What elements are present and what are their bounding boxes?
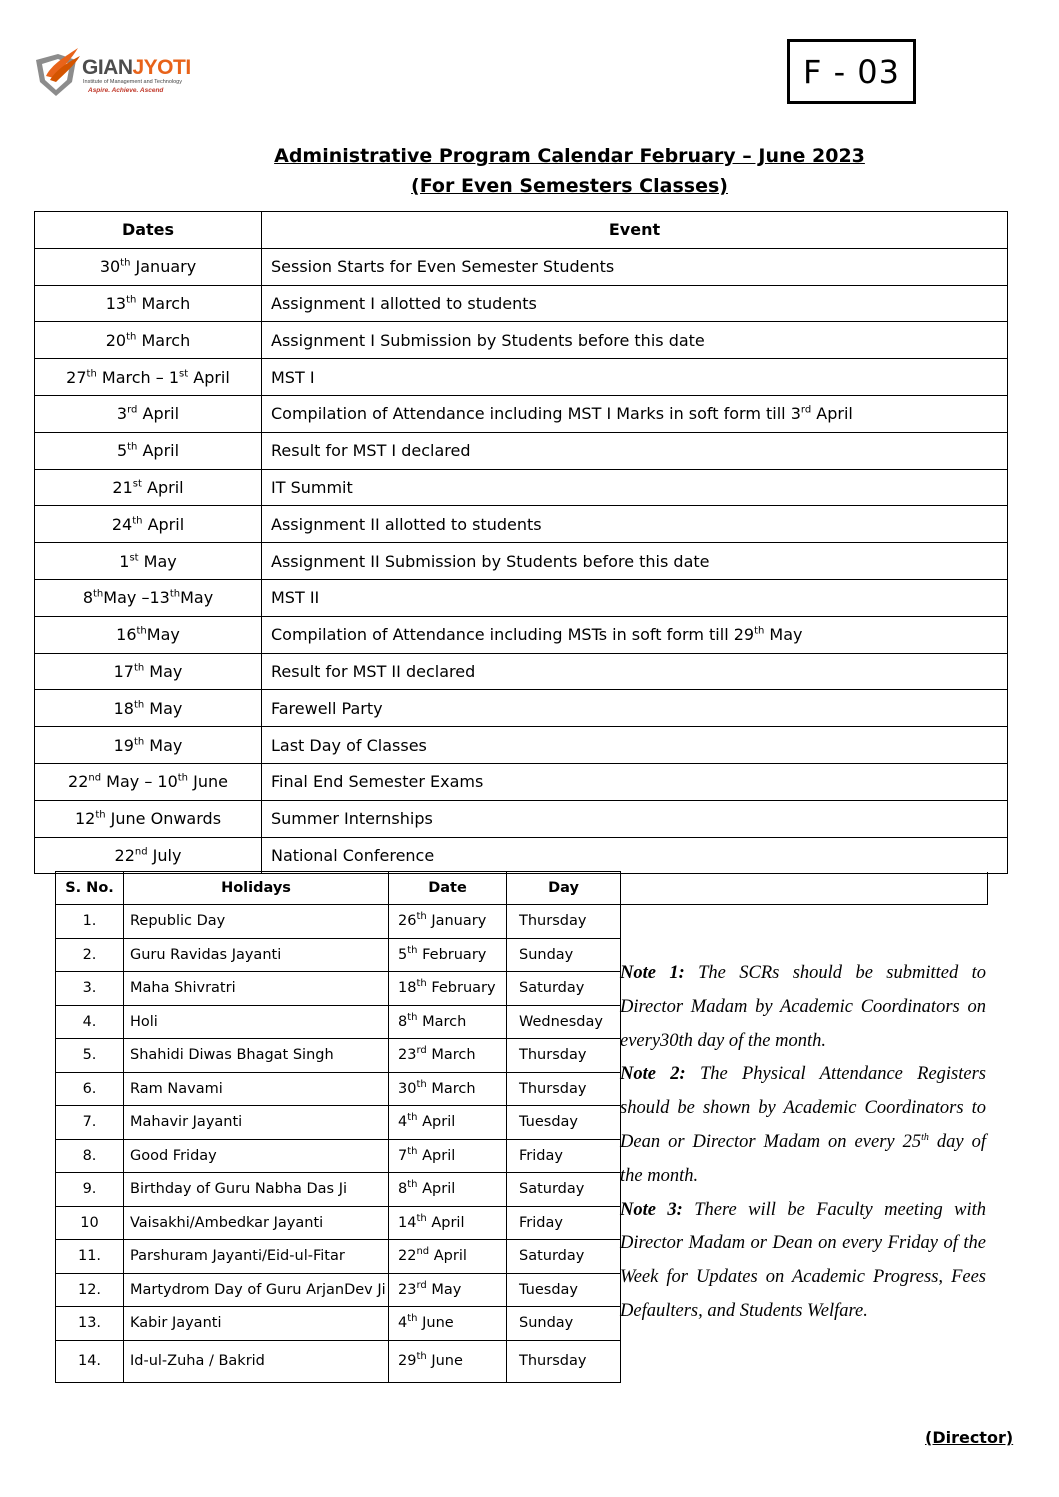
holiday-date: 29th June	[389, 1340, 507, 1382]
event-date: 18th May	[35, 690, 262, 727]
holiday-sno: 3.	[56, 972, 124, 1006]
event-row	[35, 763, 1008, 800]
holiday-sno: 12.	[56, 1273, 124, 1307]
header-event: Event	[262, 212, 1008, 249]
event-date: 19th May	[35, 727, 262, 764]
event-row	[35, 837, 1008, 874]
holiday-sno: 1.	[56, 905, 124, 939]
holiday-date: 7th April	[389, 1139, 507, 1173]
holiday-sno: 14.	[56, 1340, 124, 1382]
events-table	[34, 211, 1008, 874]
logo-wordmark: GIANJYOTI	[82, 56, 191, 79]
holiday-date: 30th March	[389, 1072, 507, 1106]
event-description: IT Summit	[262, 469, 1008, 506]
event-description: Assignment I Submission by Students before this date	[262, 322, 1008, 359]
event-date: 30th January	[35, 248, 262, 285]
event-date: 21st April	[35, 469, 262, 506]
holiday-day: Saturday	[507, 972, 621, 1006]
holiday-name: Ram Navami	[124, 1072, 389, 1106]
holiday-sno: 13.	[56, 1307, 124, 1341]
holiday-name: Holi	[124, 1005, 389, 1039]
event-description: Compilation of Attendance including MSTs in soft form till 29th May	[262, 616, 1008, 653]
document-title: Administrative Program Calendar February – June 2023	[274, 145, 865, 167]
event-row	[35, 800, 1008, 837]
holidays-header-row	[56, 872, 988, 905]
document-subtitle: (For Even Semesters Classes)	[411, 175, 728, 197]
holiday-day: Thursday	[507, 905, 621, 939]
holiday-name: Martydrom Day of Guru ArjanDev Ji	[124, 1273, 389, 1307]
holiday-name: Mahavir Jayanti	[124, 1106, 389, 1140]
holiday-name: Parshuram Jayanti/Eid-ul-Fitar	[124, 1240, 389, 1274]
holiday-name: Kabir Jayanti	[124, 1307, 389, 1341]
holiday-name: Maha Shivratri	[124, 972, 389, 1006]
event-date: 22nd July	[35, 837, 262, 874]
holiday-sno: 11.	[56, 1240, 124, 1274]
event-row	[35, 395, 1008, 432]
event-date: 17th May	[35, 653, 262, 690]
event-date: 13th March	[35, 285, 262, 322]
holiday-day: Friday	[507, 1206, 621, 1240]
event-description: MST II	[262, 579, 1008, 616]
event-row	[35, 579, 1008, 616]
events-header-row	[35, 212, 1008, 249]
holiday-date: 23rd May	[389, 1273, 507, 1307]
event-row	[35, 653, 1008, 690]
event-row	[35, 616, 1008, 653]
event-description: National Conference	[262, 837, 1008, 874]
holiday-name: Id-ul-Zuha / Bakrid	[124, 1340, 389, 1382]
holiday-date: 18th February	[389, 972, 507, 1006]
holiday-name: Republic Day	[124, 905, 389, 939]
logo-subtitle: Institute of Management and Technology	[83, 79, 182, 85]
notes-cell	[621, 872, 988, 905]
event-description: Summer Internships	[262, 800, 1008, 837]
holiday-name: Good Friday	[124, 1139, 389, 1173]
event-row	[35, 432, 1008, 469]
holiday-date: 22nd April	[389, 1240, 507, 1274]
event-description: Farewell Party	[262, 690, 1008, 727]
holiday-day: Sunday	[507, 938, 621, 972]
event-date: 12th June Onwards	[35, 800, 262, 837]
event-date: 24th April	[35, 506, 262, 543]
event-date: 5th April	[35, 432, 262, 469]
holiday-sno: 4.	[56, 1005, 124, 1039]
holiday-day: Saturday	[507, 1173, 621, 1207]
holiday-date: 5th February	[389, 938, 507, 972]
event-description: Result for MST II declared	[262, 653, 1008, 690]
event-date: 20th March	[35, 322, 262, 359]
event-row	[35, 248, 1008, 285]
holiday-sno: 9.	[56, 1173, 124, 1207]
event-description: Assignment II Submission by Students before this date	[262, 543, 1008, 580]
holiday-name: Vaisakhi/Ambedkar Jayanti	[124, 1206, 389, 1240]
event-row	[35, 469, 1008, 506]
event-row	[35, 359, 1008, 396]
header-holidays: Holidays	[124, 872, 389, 905]
holiday-day: Thursday	[507, 1340, 621, 1382]
event-description: Session Starts for Even Semester Students	[262, 248, 1008, 285]
event-row	[35, 543, 1008, 580]
holiday-day: Thursday	[507, 1072, 621, 1106]
holiday-day: Saturday	[507, 1240, 621, 1274]
holiday-day: Sunday	[507, 1307, 621, 1341]
holiday-day: Tuesday	[507, 1273, 621, 1307]
holiday-day: Tuesday	[507, 1106, 621, 1140]
director-signature: (Director)	[925, 1428, 1014, 1447]
holiday-row	[56, 905, 988, 939]
event-row	[35, 322, 1008, 359]
event-description: Last Day of Classes	[262, 727, 1008, 764]
holiday-name: Guru Ravidas Jayanti	[124, 938, 389, 972]
event-description: Compilation of Attendance including MST I Marks in soft form till 3rd April	[262, 395, 1008, 432]
header-day: Day	[507, 872, 621, 905]
event-description: Assignment I allotted to students	[262, 285, 1008, 322]
holiday-sno: 5.	[56, 1039, 124, 1073]
holiday-day: Thursday	[507, 1039, 621, 1073]
holiday-date: 4th June	[389, 1307, 507, 1341]
holiday-date: 14th April	[389, 1206, 507, 1240]
event-date: 22nd May – 10th June	[35, 763, 262, 800]
holiday-day: Friday	[507, 1139, 621, 1173]
header-dates: Dates	[35, 212, 262, 249]
form-code-box: F - 03	[787, 39, 916, 104]
holiday-date: 8th March	[389, 1005, 507, 1039]
holiday-date: 26th January	[389, 905, 507, 939]
institute-logo	[32, 46, 202, 102]
event-description: Assignment II allotted to students	[262, 506, 1008, 543]
event-row	[35, 506, 1008, 543]
holiday-name: Birthday of Guru Nabha Das Ji	[124, 1173, 389, 1207]
event-date: 8thMay –13thMay	[35, 579, 262, 616]
holiday-date: 4th April	[389, 1106, 507, 1140]
holiday-sno: 7.	[56, 1106, 124, 1140]
event-description: Result for MST I declared	[262, 432, 1008, 469]
logo-tagline: Aspire. Achieve. Ascend	[88, 87, 164, 94]
holiday-date: 8th April	[389, 1173, 507, 1207]
holiday-sno: 2.	[56, 938, 124, 972]
event-date: 3rd April	[35, 395, 262, 432]
holiday-name: Shahidi Diwas Bhagat Singh	[124, 1039, 389, 1073]
holiday-sno: 10	[56, 1206, 124, 1240]
event-date: 27th March – 1st April	[35, 359, 262, 396]
event-date: 1st May	[35, 543, 262, 580]
holiday-row	[56, 1340, 988, 1382]
event-description: Final End Semester Exams	[262, 763, 1008, 800]
header-date: Date	[389, 872, 507, 905]
holiday-sno: 6.	[56, 1072, 124, 1106]
event-date: 16thMay	[35, 616, 262, 653]
event-row	[35, 285, 1008, 322]
event-description: MST I	[262, 359, 1008, 396]
holiday-date: 23rd March	[389, 1039, 507, 1073]
holiday-day: Wednesday	[507, 1005, 621, 1039]
event-row	[35, 727, 1008, 764]
event-row	[35, 690, 1008, 727]
notes-text: Note 1: The SCRs should be submitted to Director Madam by Academic Coordinators on every30th day of the month. Note 2: The Physical Attendance Registers should be shown by Academic Coordinators to Dean or Director Madam on every 25th day of the month. Note 3: There will be Faculty meeting with Director Madam or Dean on every Friday of the Week for Updates on Academic Progress, Fees Defaulters, and Students Welfare.	[620, 963, 987, 1321]
logo-shield-icon	[32, 46, 82, 102]
header-sno: S. No.	[56, 872, 124, 905]
holiday-sno: 8.	[56, 1139, 124, 1173]
events-body	[35, 248, 1008, 874]
